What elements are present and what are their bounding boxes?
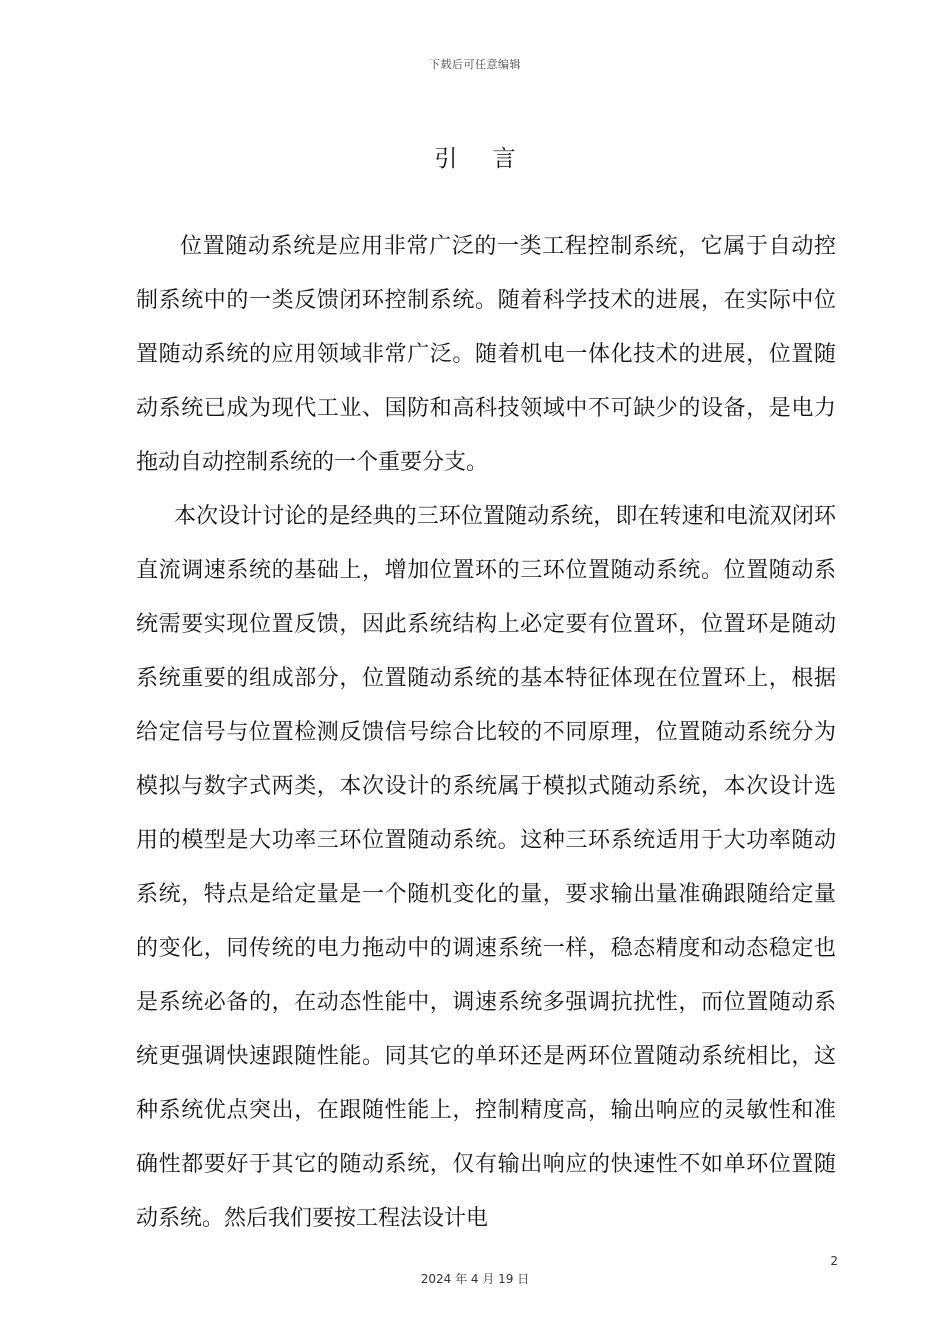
page-number: 2 (830, 1254, 838, 1268)
paragraph-intro: 位置随动系统是应用非常广泛的一类工程控制系统，它属于自动控制系统中的一类反馈闭环控制系统。随着科学技术的进展，在实际中位置随动系统的应用领域非常广泛。随着机电一体化技术的进展，位置随动系统已成为现代工业、国防和高科技领域中不可缺少的设备，是电力拖动自动控制系统的一个重要分支。 (136, 234, 836, 475)
document-body (136, 220, 836, 1246)
page-title: 引 言 (434, 146, 530, 172)
header-note: 下载后可任意编辑 (429, 58, 521, 71)
paragraph-design: 本次设计讨论的是经典的三环位置随动系统，即在转速和电流双闭环直流调速系统的基础上，增加位置环的三环位置随动系统。位置随动系统需要实现位置反馈，因此系统结构上必定要有位置环，位置环是随动系统重要的组成部分，位置随动系统的基本特征体现在位置环上，根据给定信号与位置检测反馈信号综合比较的不同原理，位置随动系统分为模拟与数字式两类，本次设计的系统属于模拟式随动系统，本次设计选用的模型是大功率三环位置随动系统。这种三环系统适用于大功率随动系统，特点是给定量是一个随机变化的量，要求输出量准确跟随给定量的变化，同传统的电力拖动中的调速系统一样，稳态精度和动态稳定也是系统必备的，在动态性能中，调速系统多强调抗扰性，而位置随动系统更强调快速跟随性能。同其它的单环还是两环位置随动系统相比，这种系统优点突出，在跟随性能上，控制精度高，输出响应的灵敏性和准确性都要好于其它的随动系统，仅有输出响应的快速性不如单环位置随动系统。然后我们要按工程法设计电 (136, 504, 836, 1231)
footer-date: 2024 年 4 月 19 日 (420, 1272, 530, 1286)
